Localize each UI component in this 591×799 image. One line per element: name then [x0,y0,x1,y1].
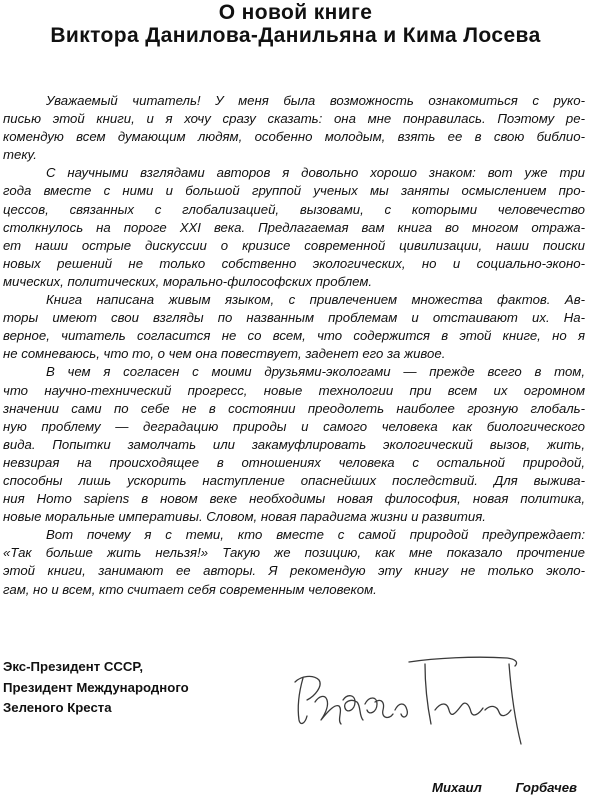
text-line: вида. Попытки замолчать или закамуфлировать экологический вызов, жить, [3,436,585,452]
text-line: «Так больше жить нельзя!» Такую же позицию, как мне показало прочтение [3,545,585,561]
text-line: торы имеют свои взгляды по названным проблемам и отстаивают их. На- [3,310,585,326]
signatory-title-line: Экс-Президент СССР, [3,659,144,674]
text-line: значении сами по себе не в состоянии преодолеть наиболее грозную глобаль- [3,400,585,416]
text-line: гам, но и всем, кто считает себя современным человеком. [3,581,377,597]
text-line: С научными взглядами авторов я довольно хорошо знаком: вот уже три [46,165,585,181]
text-line: комендую всем думающим людям, особенно молодым, взять ее в свою библио- [3,129,585,145]
title-line-1: О новой книге [218,1,373,24]
text-line: невзирая на происходящее в отношениях человека с остальной природой, [3,454,585,470]
title-line-2: Виктора Данилова-Данильяна и Кима Лосева [50,24,541,47]
text-line: Книга написана живым языком, с привлечением множества фактов. Ав- [46,292,585,308]
text-line: цессов, связанных с глобализацией, вызовами, с которыми человечество [3,201,585,217]
signatory-title [3,657,189,719]
text-line: В чем я согласен с моими друзьями-экологами — прежде всего в том, [46,364,585,380]
text-line: новых решений не только собственно экологических, но и социально-эконо- [3,255,585,271]
text-line: способны лишь ускорить наступление опаснейших последствий. Для выжива- [3,472,585,488]
text-line: не сомневаюсь, что то, о чем она повествует, заденет его за живое. [3,346,446,362]
text-line: Вот почему я с теми, кто вместе с самой природой предупреждает: [46,527,585,543]
signatory-title-line: Президент Международного [3,679,189,695]
text-line: теку. [3,147,37,163]
text-line: мических, политических, морально-философских проблем. [3,273,373,289]
text-line: новые моральные императивы. Словом, новая парадигма жизни и развития. [3,509,486,525]
text-line: ет наши острые дискуссии о кризисе современной цивилизации, наши поиски [3,237,585,253]
text-line: этой книги, занимают ее авторы. Я рекомендую эту книгу не только эколо- [3,563,585,579]
text-line: столкнулось на пороге XXI века. Предлагаемая вам книга во многом отража- [3,219,585,235]
text-line: что научно-технический прогресс, новые технологии при всем их огромном [3,382,585,398]
text-line: верное, читатель согласится не со всем, что содержится в этой книге, но я [3,328,585,344]
text-line: писью этой книги, и я хочу сразу сказать: она мне понравилась. Поэтому ре- [3,111,585,127]
author-name: Михаил Горбачев [432,780,577,795]
handwritten-signature [285,640,545,760]
letter-body [3,92,585,599]
text-line: Уважаемый читатель! У меня была возможность ознакомиться с руко- [46,93,585,108]
text-line: ную проблему — деградацию природы и самого человека как биологического [3,418,585,434]
text-line: ния Homo sapiens в новом веке необходимы новая философия, новая политика, [3,491,585,507]
text-line: года вместе с ними и большой группой ученых мы заняты осмыслением про- [3,183,585,199]
signatory-title-line: Зеленого Креста [3,700,112,715]
